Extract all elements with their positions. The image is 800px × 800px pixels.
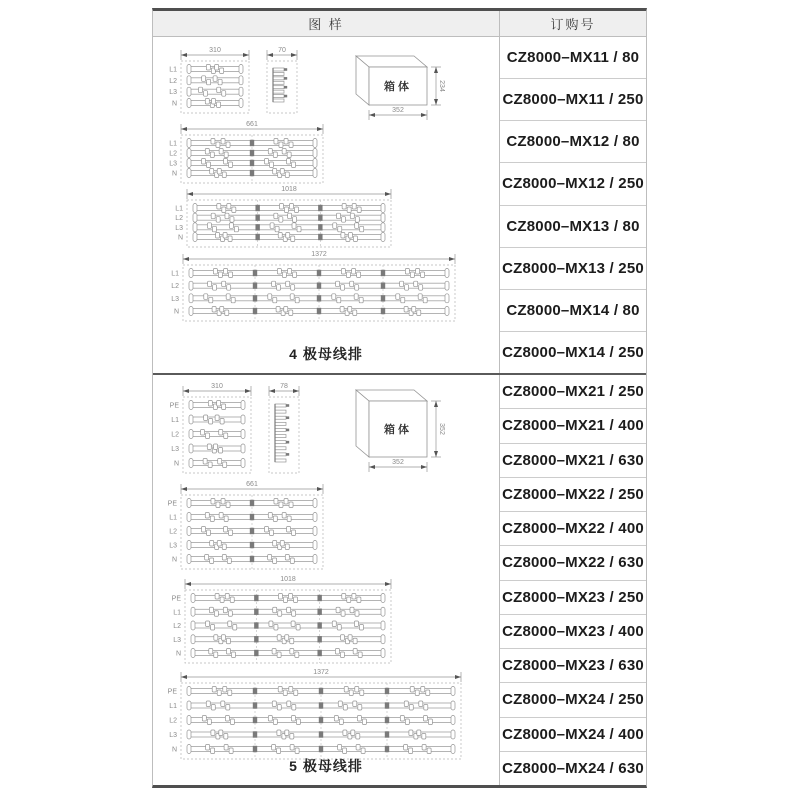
order-number-row	[500, 512, 646, 546]
svg-text:661: 661	[246, 121, 258, 128]
pole-label: L2	[169, 717, 177, 725]
order-number: CZ8000–MX24 / 400	[502, 725, 644, 743]
pole-label: N	[171, 746, 177, 754]
order-number: CZ8000–MX13 / 250	[502, 259, 644, 277]
pole-label: L2	[171, 431, 179, 439]
order-list-4pole	[500, 37, 646, 373]
svg-text:234: 234	[438, 80, 445, 92]
order-number-row	[500, 649, 646, 683]
order-number: CZ8000–MX21 / 400	[502, 417, 644, 435]
pole-label: N	[175, 650, 181, 658]
header-pattern-column: 图 样	[153, 11, 500, 36]
drawing-cell-4pole	[153, 37, 500, 373]
section-4pole	[153, 37, 646, 373]
pole-label: PE	[169, 402, 179, 410]
order-number: CZ8000–MX11 / 80	[506, 49, 640, 67]
svg-text:1018: 1018	[280, 576, 296, 583]
pole-label: N	[173, 308, 179, 316]
order-number: CZ8000–MX23 / 250	[502, 588, 644, 606]
order-number-row	[500, 206, 646, 248]
drawing-cell-5pole	[153, 375, 500, 785]
order-number: CZ8000–MX12 / 250	[502, 175, 644, 193]
pole-label: L3	[171, 446, 179, 453]
busbar-drawing-1018	[172, 576, 391, 663]
order-number-row	[500, 121, 646, 163]
table-header	[153, 11, 646, 37]
pole-label: N	[173, 460, 179, 468]
pole-label: L2	[169, 528, 177, 536]
order-number: CZ8000–MX12 / 80	[506, 133, 640, 151]
order-list-5pole	[500, 375, 646, 785]
order-number: CZ8000–MX22 / 630	[502, 554, 644, 572]
pole-label: N	[177, 234, 183, 242]
svg-text:352: 352	[438, 423, 445, 435]
pole-label: N	[171, 556, 177, 564]
order-number-row	[500, 290, 646, 332]
order-number: CZ8000–MX13 / 80	[506, 217, 640, 235]
busbar-drawing-1372	[168, 669, 461, 759]
svg-text:310: 310	[209, 47, 221, 54]
pole-label: L1	[171, 270, 179, 278]
enclosure-box-drawing	[356, 56, 445, 120]
section-caption-4pole: 4 极母线排	[289, 346, 363, 362]
pole-label: L3	[169, 89, 177, 97]
order-number: CZ8000–MX23 / 630	[502, 657, 644, 675]
order-number-row	[500, 752, 646, 785]
svg-text:70: 70	[278, 47, 286, 54]
pole-label: L2	[173, 623, 181, 630]
svg-text:661: 661	[246, 481, 258, 488]
pole-label: L3	[171, 295, 179, 303]
busbar-drawing-661	[168, 481, 323, 569]
busbar-drawing-661	[169, 121, 323, 183]
order-number-row	[500, 615, 646, 649]
order-number-row	[500, 444, 646, 478]
order-number-row	[500, 718, 646, 752]
section-caption-5pole: 5 极母线排	[289, 758, 363, 774]
pole-label: N	[171, 170, 177, 178]
header-order-column: 订购号	[550, 17, 596, 32]
svg-text:310: 310	[211, 383, 223, 390]
order-number: CZ8000–MX22 / 250	[502, 485, 644, 503]
pole-label: L1	[169, 703, 177, 710]
svg-text:1372: 1372	[311, 251, 327, 258]
order-number-row	[500, 37, 646, 79]
enclosure-box-drawing	[356, 390, 445, 472]
order-number-row	[500, 163, 646, 205]
pole-label: L3	[175, 224, 183, 232]
order-number: CZ8000–MX14 / 250	[502, 343, 644, 361]
busbar-side-view	[267, 47, 297, 113]
pole-label: L1	[169, 140, 177, 148]
busbar-drawings-5pole	[153, 375, 500, 787]
order-number: CZ8000–MX14 / 80	[506, 301, 640, 319]
pole-label: PE	[167, 688, 177, 696]
svg-text:352: 352	[392, 107, 404, 114]
pole-label: PE	[167, 500, 177, 508]
order-number-row	[500, 332, 646, 373]
svg-text:1018: 1018	[281, 186, 297, 193]
pole-label: L1	[173, 609, 181, 617]
box-label: 箱体	[384, 424, 412, 436]
order-number: CZ8000–MX21 / 630	[502, 451, 644, 469]
svg-text:78: 78	[280, 383, 288, 390]
busbar-drawing-1372	[171, 251, 455, 321]
busbar-drawings-4pole	[153, 37, 500, 373]
order-number-row	[500, 375, 646, 409]
order-number-row	[500, 546, 646, 580]
pole-label: L1	[169, 514, 177, 522]
order-number-row	[500, 409, 646, 443]
busbar-drawing-1018	[175, 186, 391, 247]
busbar-drawing-310	[169, 47, 249, 113]
svg-text:1372: 1372	[313, 669, 329, 676]
busbar-drawing-310	[170, 383, 251, 473]
svg-text:352: 352	[392, 459, 404, 466]
pole-label: L2	[169, 77, 177, 85]
order-number: CZ8000–MX24 / 630	[502, 759, 644, 777]
pole-label: L1	[169, 66, 177, 74]
pole-label: L2	[171, 283, 179, 291]
busbar-side-view	[269, 383, 299, 473]
pole-label: L3	[169, 160, 177, 168]
pole-label: L3	[169, 542, 177, 550]
order-number: CZ8000–MX11 / 250	[502, 91, 644, 109]
catalog-table	[152, 8, 647, 788]
pole-label: L3	[173, 636, 181, 644]
pole-label: L1	[171, 417, 179, 424]
pole-label: L2	[169, 150, 177, 158]
pole-label: L1	[175, 205, 183, 213]
pole-label: L2	[175, 215, 183, 223]
pole-label: N	[171, 100, 177, 108]
pole-label: L3	[169, 732, 177, 739]
order-number: CZ8000–MX23 / 400	[502, 622, 644, 640]
section-5pole	[153, 373, 646, 785]
order-number: CZ8000–MX21 / 250	[502, 383, 644, 401]
order-number-row	[500, 79, 646, 121]
box-label: 箱体	[384, 81, 412, 93]
order-number-row	[500, 478, 646, 512]
order-number-row	[500, 248, 646, 290]
order-number-row	[500, 581, 646, 615]
order-number-row	[500, 683, 646, 717]
pole-label: PE	[171, 595, 181, 603]
order-number: CZ8000–MX24 / 250	[502, 691, 644, 709]
order-number: CZ8000–MX22 / 400	[502, 520, 644, 538]
